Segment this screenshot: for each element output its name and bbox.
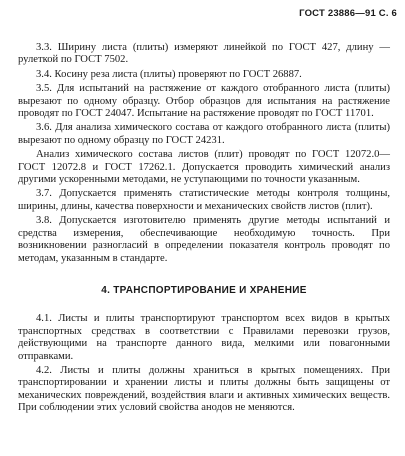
paragraph-chemical-analysis: Анализ химического состава листов (плит) проводят по ГОСТ 12072.0—ГОСТ 12072.8 и ГОСТ 17262.1. Допускается проводить химический анализ другими ускоренными методами, не уступающими по точности указанным. [18, 149, 390, 186]
paragraph-4-2: 4.2. Листы и плиты должны храниться в крытых помещениях. При транспортировании и хранении листы и плиты должны быть защищены от механических повреждений, воздействия влаги и активных химических веществ. При соблюдении этих условий свойства анодов не меняются. [18, 364, 390, 414]
paragraph-3-3: 3.3. Ширину листа (плиты) измеряют линейкой по ГОСТ 427, длину — рулеткой по ГОСТ 7502. [18, 42, 390, 66]
section-title: 4. ТРАНСПОРТИРОВАНИЕ И ХРАНЕНИЕ [101, 284, 307, 296]
paragraph-3-6: 3.6. Для анализа химического состава от каждого отобранного листа (плиты) вырезают по одному образцу по ГОСТ 24231. [18, 122, 390, 146]
paragraph-3-5: 3.5. Для испытаний на растяжение от каждого отобранного листа (плиты) вырезают по одному образцу. Отбор образцов для испытания на растяжение проводят по ГОСТ 24047. Испытание на растяжение проводят по ГОСТ 11701. [18, 83, 390, 120]
paragraph-3-8: 3.8. Допускается изготовителю применять другие методы испытаний и средства измерения, обеспечивающие необходимую точность. При возникновении разногласий в определении показателя контроль проводят по методам, указанным в стандарте. [18, 215, 390, 264]
paragraph-4-1: 4.1. Листы и плиты транспортируют транспортом всех видов в крытых транспортных средствах в соответствии с Правилами перевозки грузов, действующими на транспорте данного вида, мелкими или повагонными отправками. [18, 313, 390, 362]
paragraph-3-4: 3.4. Косину реза листа (плиты) проверяют по ГОСТ 26887. [36, 68, 302, 80]
document-body [18, 42, 390, 417]
paragraph-3-7: 3.7. Допускается применять статистические методы контроля толщины, ширины, длины, качества поверхности и механических свойств листов (плит). [18, 188, 390, 212]
page-header: ГОСТ 23886—91 С. 6 [299, 8, 397, 19]
